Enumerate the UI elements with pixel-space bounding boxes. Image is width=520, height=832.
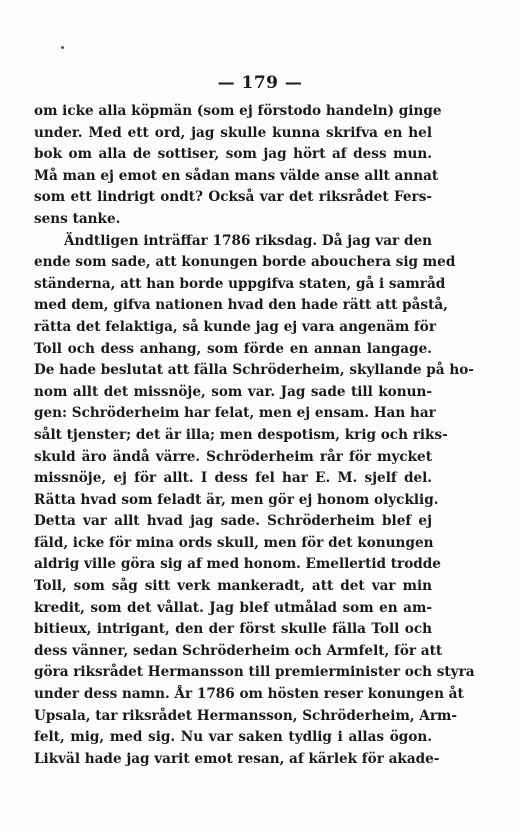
text-line: felt, mig, med sig. Nu var saken tydlig i allas ögon. bbox=[34, 729, 432, 746]
text-line: göra riksrådet Hermansson till premierminister och styra bbox=[34, 664, 475, 681]
text-line: kredit, som det vållat. Jag blef utmålad som en am- bbox=[34, 599, 432, 616]
text-line: Detta var allt hvad jag sade. Schröderheim blef ej bbox=[34, 513, 432, 530]
ink-speck bbox=[61, 46, 64, 49]
text-line: aldrig ville göra sig af med honom. Emellertid trodde bbox=[34, 556, 441, 573]
text-line: fäld, icke för mina ords skull, men för det konungen bbox=[34, 534, 434, 551]
text-line: Toll och dess anhang, som förde en annan langage. bbox=[34, 340, 432, 357]
text-line: skuld äro ändå värre. Schröderheim rår för mycket bbox=[34, 448, 432, 465]
page-number: — 179 — bbox=[217, 73, 303, 93]
text-line: under dess namn. År 1786 om hösten reser konungen åt bbox=[34, 686, 464, 703]
text-line: Rätta hvad som feladt är, men gör ej honom olycklig. bbox=[34, 491, 439, 508]
text-line: sens tanke. bbox=[34, 210, 121, 227]
text-line: dess vänner, sedan Schröderheim och Armfelt, för att bbox=[34, 642, 443, 659]
text-line: med dem, gifva nationen hvad den hade rätt att påstå, bbox=[34, 297, 448, 314]
text-line: De hade beslutat att fälla Schröderheim, skyllande på ho- bbox=[34, 362, 474, 379]
body-text bbox=[34, 101, 475, 770]
text-line: Upsala, tar riksrådet Hermansson, Schröderheim, Arm- bbox=[34, 707, 458, 724]
text-line: ende som sade, att konungen borde abouchera sig med bbox=[34, 254, 456, 271]
text-line: nom allt det missnöje, som var. Jag sade till konun- bbox=[34, 383, 432, 400]
text-line: bok om alla de sottiser, som jag hört af dess mun. bbox=[34, 146, 432, 163]
text-line: om icke alla köpmän (som ej förstodo handeln) ginge bbox=[34, 103, 442, 119]
text-line: gen: Schröderheim har felat, men ej ensam. Han har bbox=[34, 405, 436, 422]
text-line: bitieux, intrigant, den der först skulle fälla Toll och bbox=[34, 621, 432, 638]
text-line: Likväl hade jag varit emot resan, af kärlek för akade- bbox=[34, 750, 440, 767]
text-line: Toll, som såg sitt verk mankeradt, att det var min bbox=[34, 578, 432, 595]
text-line: missnöje, ej för allt. I dess fel har E. M. sjelf del. bbox=[34, 470, 432, 487]
text-line: sålt tjenster; det är illa; men despotism, krig och riks- bbox=[34, 426, 448, 443]
text-line: som ett lindrigt ondt? Också var det riksrådet Fers- bbox=[34, 189, 432, 206]
text-line: ständerna, att han borde uppgifva staten, gå i samråd bbox=[34, 275, 446, 292]
text-line: Må man ej emot en sådan mans välde anse allt annat bbox=[34, 167, 439, 184]
text-line: under. Med ett ord, jag skulle kunna skrifva en hel bbox=[34, 124, 432, 141]
text-line: Ändtligen inträffar 1786 riksdag. Då jag var den bbox=[64, 232, 432, 249]
text-line: rätta det felaktiga, så kunde jag ej vara angenäm för bbox=[34, 318, 437, 335]
